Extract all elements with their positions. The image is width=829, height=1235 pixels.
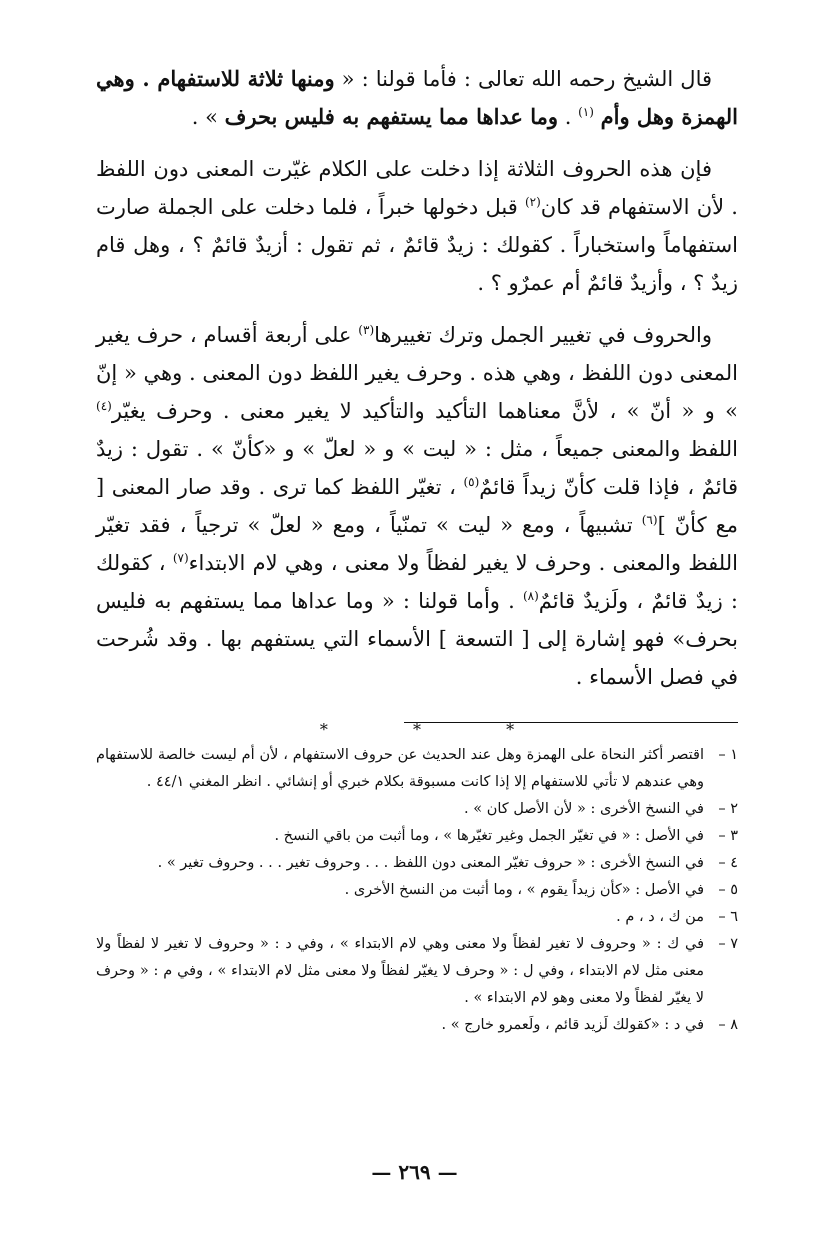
section-separator: * * * xyxy=(319,720,555,739)
text-run: » . xyxy=(191,105,225,129)
text-run: فإن هذه الحروف الثلاثة إذا دخلت على الكلام غيّرت المعنى دون اللفظ . لأن الاستفهام قد كان xyxy=(96,157,738,219)
footnote-marker: (٦) xyxy=(641,513,658,527)
page-number: — ٢٦٩ — xyxy=(371,1160,458,1184)
text-run: ، كقولك : زيدٌ قائمٌ ، ولَزيدٌ قائمٌ xyxy=(96,551,738,613)
footnote-text: في ك : « وحروف لا تغير لفظاً ولا معنى وهي لام الابتداء » ، وفي د : « وحروف لا تغير لا لفظاً ولا معنى مثل لام الابتداء ، وفي ل : « وحرف لا يغيّر لفظاً ولا معنى مثل لام الابتداء » ، وفي م : « وحرف لا يغيّر لفظاً ولا معنى وهو لام الابتداء » . xyxy=(96,936,704,1006)
text-run xyxy=(594,105,601,129)
footnote-number: ٦ – xyxy=(718,909,738,925)
paragraph-3 xyxy=(96,316,738,696)
footnote-number: ٤ – xyxy=(718,855,738,871)
footnote-number: ٥ – xyxy=(718,882,738,898)
text-run: تشبيهاً ، ومع « ليت » تمنّياً ، ومع « لعلّ » ترجياً ، فقد تغيّر اللفظ والمعنى . وحرف لا يغير لفظاً ولا معنى ، وهي لام الابتداء xyxy=(96,513,738,575)
footnote-6 xyxy=(96,904,738,931)
footnote-number: ٧ – xyxy=(718,936,738,952)
footnote-text: في الأصل : «كأن زيداً يقوم » ، وما أثبت من النسخ الأخرى . xyxy=(344,882,704,898)
footnote-1 xyxy=(96,742,738,796)
footnote-text: اقتصر أكثر النحاة على الهمزة وهل عند الحديث عن حروف الاستفهام ، لأن أم ليست خالصة للاستفهام وهي عندهم لا تأتي للاستفهام إلا إذا كانت مسبوقة بكلام خبري أو إنشائي . انظر المغني ٤٤/١ . xyxy=(96,747,704,790)
footnote-text: في النسخ الأخرى : « حروف تغيّر المعنى دون اللفظ . . . وحروف تغير . . . وحروف تغير » . xyxy=(157,855,704,871)
footnote-marker: (١) xyxy=(578,105,594,119)
footnote-3 xyxy=(96,823,738,850)
footnote-text: من ك ، د ، م . xyxy=(616,909,704,925)
main-text xyxy=(96,60,738,759)
footnote-marker: (٧) xyxy=(172,551,189,565)
paragraph-1 xyxy=(96,60,738,136)
footnotes xyxy=(96,742,738,1039)
footnote-number: ١ – xyxy=(718,747,738,763)
footnote-8 xyxy=(96,1012,738,1039)
text-run: . xyxy=(558,105,579,129)
footnote-2 xyxy=(96,796,738,823)
footnote-marker: (٢) xyxy=(524,195,541,209)
footnote-marker: (٣) xyxy=(358,323,375,337)
paragraph-2 xyxy=(96,150,738,302)
footnote-7 xyxy=(96,931,738,1012)
footnote-text: في الأصل : « في تغيّر الجمل وغير تغيّرها » ، وما أثبت من باقي النسخ . xyxy=(274,828,704,844)
text-run: اللفظ والمعنى جميعاً ، مثل : « ليت » و « لعلّ » و «كأنّ » . تقول : زيدٌ قائمٌ ، فإذا قلت كأنّ زيداً قائمٌ xyxy=(96,437,738,499)
footnote-marker: (٨) xyxy=(522,589,539,603)
footnote-4 xyxy=(96,850,738,877)
footnote-marker: (٥) xyxy=(463,475,480,489)
text-run: قبل دخولها خبراً ، فلما دخلت على الجملة صارت استفهاماً واستخباراً . كقولك : زيدٌ قائمٌ ، ثم تقول : أزيدٌ قائمٌ ؟ ، وهل قام زيدٌ ؟ ، وأزيدٌ قائمٌ أم عمرٌو ؟ . xyxy=(96,195,738,295)
footnote-number: ٢ – xyxy=(718,801,738,817)
text-run: . وأما قولنا : « وما عداها مما يستفهم به فليس بحرف» فهو إشارة إلى [ التسعة ] الأسماء التي يستفهم بها . وقد شُرحت في فصل الأسماء . xyxy=(96,589,738,689)
text-run: على أربعة أقسام ، حرف يغير المعنى دون اللفظ ، وهي هذه . وحرف يغير اللفظ دون المعنى . وهي « إنّ » و « أنّ » ، لأنَّ معناهما التأكيد والتأكيد لا يغير معنى . وحرف يغيّر xyxy=(96,323,738,423)
footnote-5 xyxy=(96,877,738,904)
bold-quote: وما عداها مما يستفهم به فليس بحرف xyxy=(224,104,559,129)
footnote-rule xyxy=(404,722,738,723)
footnote-number: ٨ – xyxy=(718,1017,738,1033)
text-run: والحروف في تغيير الجمل وترك تغييرها xyxy=(374,323,712,347)
footnote-number: ٣ – xyxy=(718,828,738,844)
footnote-text: في د : «كقولك لَزيد قائم ، ولَعمرو خارج » . xyxy=(441,1017,704,1033)
footnote-marker: (٤) xyxy=(96,399,112,413)
text-run: ، تغيّر اللفظ كما ترى . وقد صار المعنى [ مع كأنّ ] xyxy=(96,475,738,537)
text-run: قال الشيخ رحمه الله تعالى : فأما قولنا : « xyxy=(334,67,713,91)
bold-quote: ومنها ثلاثة للاستفهام . وهي الهمزة وهل وأم xyxy=(96,66,738,129)
footnote-text: في النسخ الأخرى : « لأن الأصل كان » . xyxy=(464,801,704,817)
